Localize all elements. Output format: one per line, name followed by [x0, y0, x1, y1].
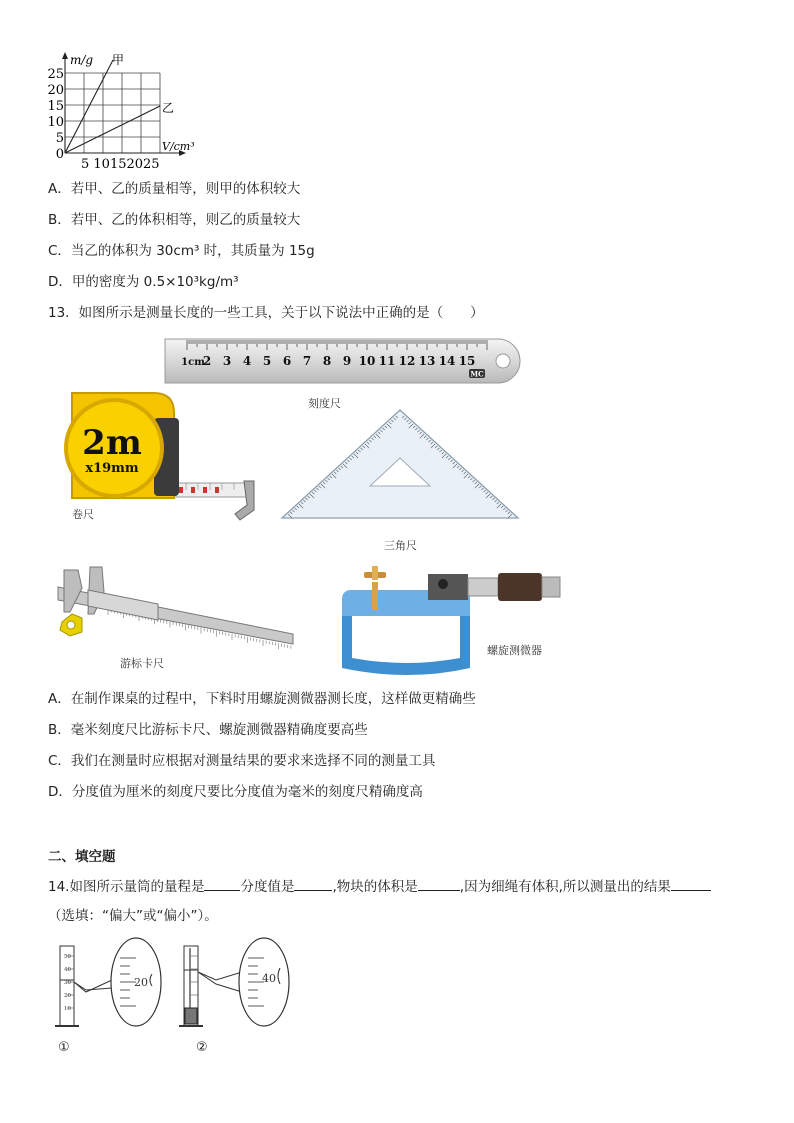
- y-tick: 15: [47, 99, 64, 114]
- ruler-number: 9: [342, 354, 352, 368]
- caption-micrometer: 螺旋测微器: [487, 644, 542, 657]
- q12-option-c: C．当乙的体积为 30cm³ 时，其质量为 15g: [48, 243, 315, 259]
- ruler-number: 5: [262, 354, 272, 368]
- figure-2-label: ②: [196, 1040, 208, 1055]
- triangle-ruler-image: [278, 406, 522, 524]
- cyl-tick: 30: [64, 980, 71, 986]
- ruler-number: 11: [378, 354, 396, 368]
- y-tick: 10: [47, 115, 64, 130]
- cyl-tick: 50: [64, 954, 71, 960]
- answer-blank-division[interactable]: [294, 876, 332, 891]
- section-title: 二、填空题: [48, 849, 116, 865]
- y-tick: 25: [47, 67, 64, 82]
- ruler-number: 4: [242, 354, 252, 368]
- mass-volume-graph: [42, 50, 217, 172]
- x-ticks: 5 10152025: [81, 157, 160, 172]
- caption-ruler: 刻度尺: [308, 397, 341, 410]
- vernier-caliper-image: [48, 562, 298, 662]
- cylinder-figure-2: [176, 936, 292, 1038]
- q14-text-2: 分度值是: [240, 879, 295, 895]
- ruler-brand: MC: [470, 369, 484, 379]
- y-tick: 5: [55, 131, 64, 146]
- ruler-number: 10: [358, 354, 376, 368]
- q14-text-3: ,物块的体积是: [332, 879, 418, 895]
- q13-stem: 13．如图所示是测量长度的一些工具，关于以下说法中正确的是（ ）: [48, 305, 484, 321]
- y-axis-label: m/g: [70, 53, 94, 67]
- ruler-number: 13: [418, 354, 436, 368]
- answer-blank-volume[interactable]: [418, 876, 460, 891]
- cyl-tick: 10: [64, 1006, 71, 1012]
- q13-option-a: A．在制作课桌的过程中，下料时用螺旋测微器测长度，这样做更精确些: [48, 691, 476, 707]
- answer-blank-range[interactable]: [204, 876, 240, 891]
- q12-option-b: B．若甲、乙的体积相等，则乙的质量较大: [48, 212, 301, 228]
- ruler-number: 6: [282, 354, 292, 368]
- figure-1-label: ①: [58, 1040, 70, 1055]
- ruler-number: 3: [222, 354, 232, 368]
- answer-blank-result[interactable]: [671, 876, 711, 891]
- q13-option-b: B．毫米刻度尺比游标卡尺、螺旋测微器精确度要高些: [48, 722, 368, 738]
- line-b-label: 乙: [162, 101, 175, 115]
- ruler-number: 2: [202, 354, 212, 368]
- q13-option-d: D．分度值为厘米的刻度尺要比分度值为毫米的刻度尺精确度高: [48, 784, 423, 800]
- cyl2-zoom-value: 40: [262, 972, 276, 985]
- q12-option-a: A．若甲、乙的质量相等，则甲的体积较大: [48, 181, 301, 197]
- y-tick: 0: [55, 147, 64, 162]
- caption-caliper: 游标卡尺: [120, 657, 164, 670]
- y-tick: 20: [47, 83, 64, 98]
- q14-text-4: ,因为细绳有体积,所以测量出的结果: [459, 879, 671, 895]
- line-a-label: 甲: [112, 53, 125, 67]
- q13-option-c: C．我们在测量时应根据对测量结果的要求来选择不同的测量工具: [48, 753, 436, 769]
- q14-line2: （选填：“偏大”或“偏小”）。: [48, 908, 218, 924]
- cyl-tick: 20: [64, 993, 71, 999]
- q14-text-1: 14.如图所示量筒的量程是: [48, 879, 205, 895]
- line-b: [65, 106, 160, 153]
- ruler-number: 12: [398, 354, 416, 368]
- cylinder-figure-1: [52, 936, 164, 1038]
- line-a: [65, 60, 113, 153]
- ruler-number: 7: [302, 354, 312, 368]
- q14-line1: [48, 876, 711, 896]
- tape-size: 2m: [82, 423, 142, 463]
- caption-tape: 卷尺: [72, 508, 94, 521]
- ruler-number: 1cm: [181, 357, 205, 368]
- cyl1-zoom-value: 20: [134, 976, 148, 989]
- tape-width: x19mm: [85, 461, 139, 476]
- ruler-number: 8: [322, 354, 332, 368]
- ruler-image: [163, 336, 525, 386]
- ruler-number: 15: [458, 354, 476, 368]
- x-axis-label: V/cm³: [162, 140, 195, 153]
- q12-option-d: D．甲的密度为 0.5×10³kg/m³: [48, 274, 239, 290]
- cyl-tick: 40: [64, 967, 71, 973]
- ruler-number: 14: [438, 354, 456, 368]
- caption-triangle: 三角尺: [384, 539, 417, 552]
- micrometer-image: [338, 560, 570, 678]
